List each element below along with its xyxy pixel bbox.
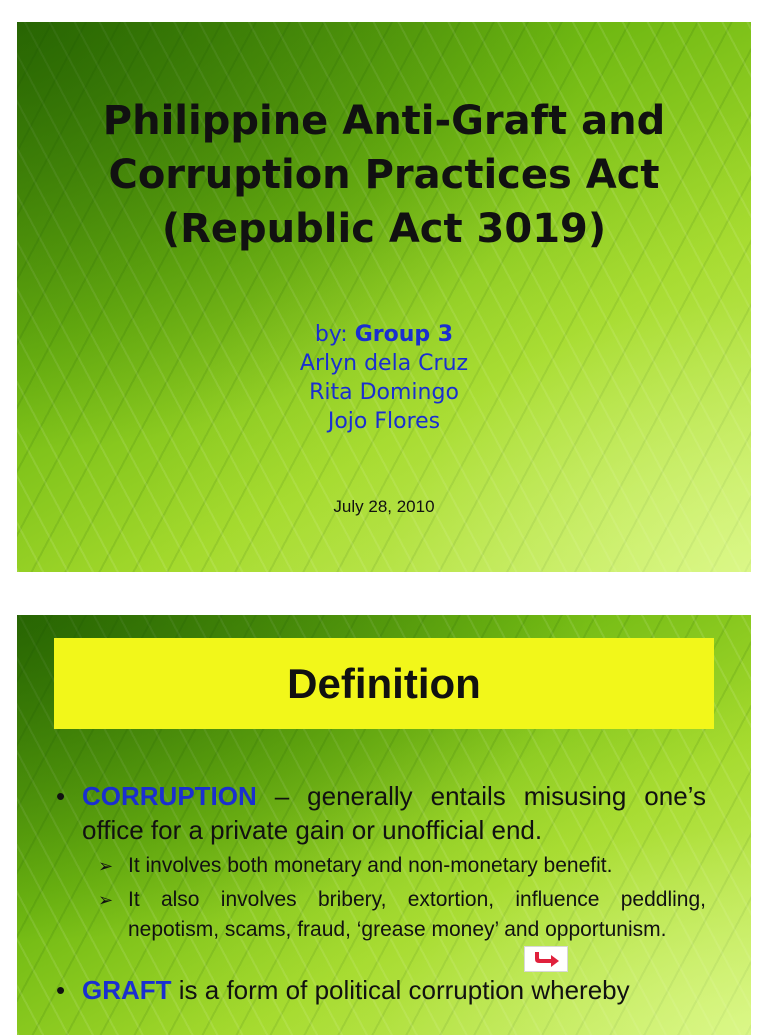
bullet-text: – generally entails misusing one’s office for a private gain or unofficial end. (82, 781, 706, 845)
arrow-bullet-icon: ➢ (98, 890, 114, 910)
return-arrow-button[interactable] (524, 946, 568, 972)
title-line: Philippine Anti-Graft and (102, 98, 666, 144)
bullet-marker: • (56, 781, 66, 811)
sub-bullet (54, 885, 706, 945)
sub-bullet-text: It involves both monetary and non-monetary benefit. (128, 854, 613, 877)
bullet-graft (54, 973, 706, 1007)
author-name: Arlyn dela Cruz (299, 351, 469, 376)
bullet-text: is a form of political corruption whereby (171, 975, 630, 1005)
heading-box (54, 638, 714, 729)
bullet-keyword: CORRUPTION (82, 781, 257, 811)
title-slide (17, 22, 751, 572)
group-name: Group 3 (354, 322, 454, 347)
bullet-list (54, 779, 706, 1007)
bullet-marker: • (56, 975, 66, 1005)
definition-slide (17, 615, 751, 1035)
author-name: Rita Domingo (309, 380, 459, 405)
sub-bullet (54, 851, 706, 881)
title-line: Corruption Practices Act (108, 152, 660, 198)
by-label: by: (314, 322, 348, 347)
bullet-corruption (54, 779, 706, 847)
sub-bullet-text: It also involves bribery, extortion, influence peddling, nepotism, scams, fraud, ‘grease money’ and opportunism. (128, 888, 706, 941)
arrow-bullet-icon: ➢ (98, 856, 114, 876)
title-line: (Republic Act 3019) (161, 206, 607, 252)
return-arrow-icon (531, 949, 561, 969)
slide-heading: Definition (287, 659, 481, 707)
author-block (17, 320, 751, 436)
bullet-keyword: GRAFT (82, 975, 172, 1005)
slide-title (17, 94, 751, 256)
presentation-date: July 28, 2010 (333, 497, 435, 516)
author-name: Jojo Flores (327, 409, 441, 434)
